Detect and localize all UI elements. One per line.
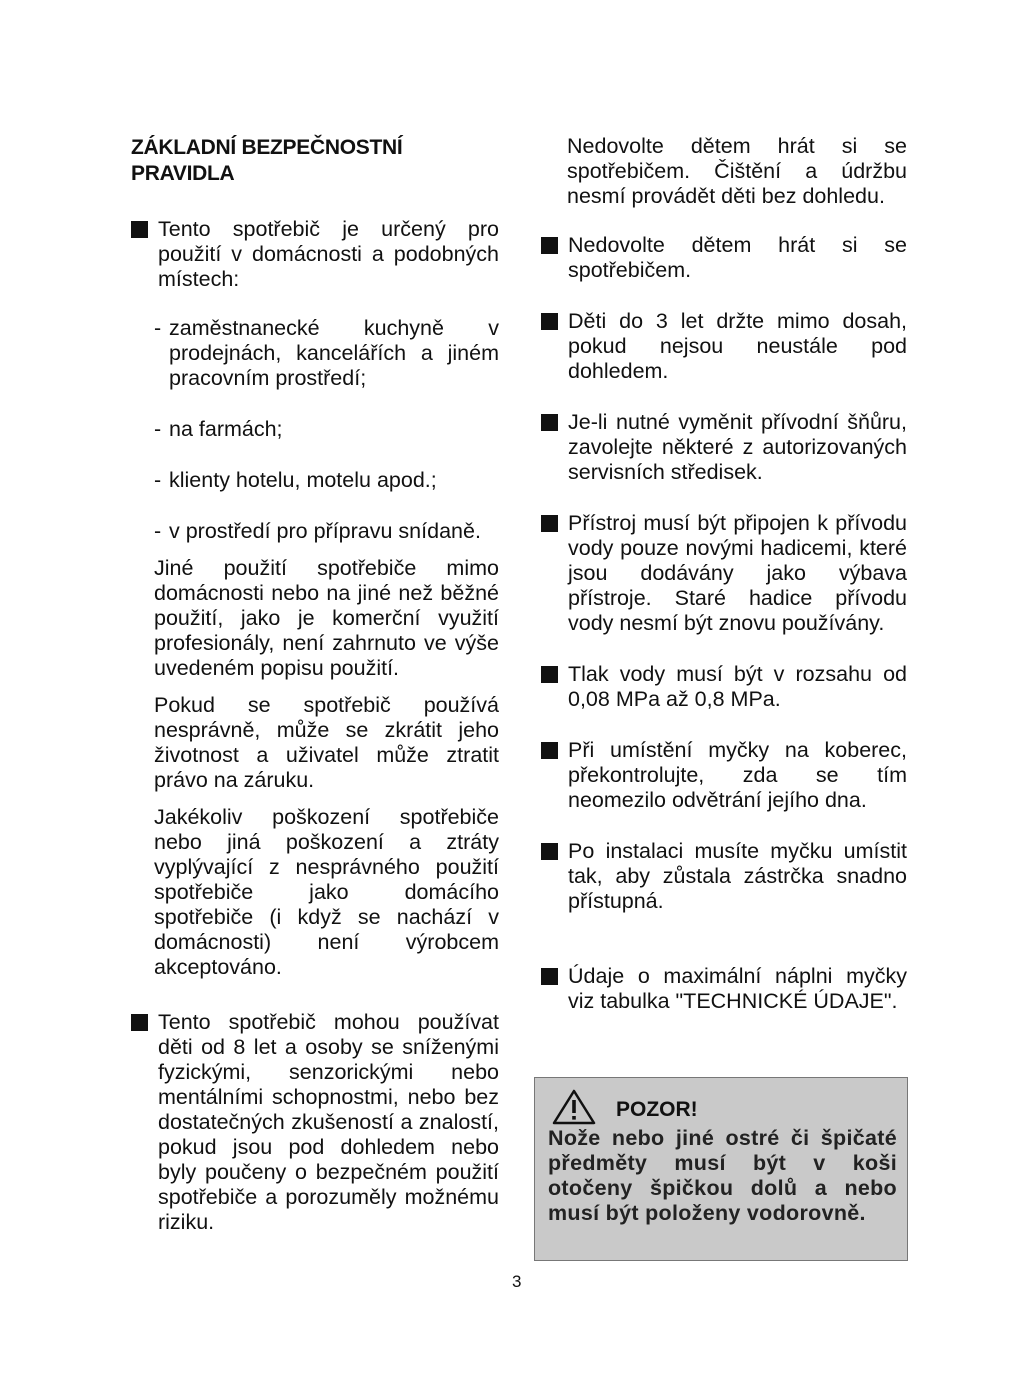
bullet-max-load [541,964,907,1014]
bullet-text: Děti do 3 let držte mimo dosah, pokud nejsou neustále pod dohledem. [568,309,907,383]
warning-header [548,1088,897,1126]
square-bullet-icon [541,742,558,759]
bullet-water-pressure [541,662,907,712]
paragraph-damage: Jakékoliv poškození spotřebiče nebo jiná poškození a ztráty vyplývající z nesprávného použití spotřebiče jako domácího spotřebiče (i když se nachází v domácnosti) není výrobcem akceptováno. [154,805,499,979]
dash-marker: - [154,417,162,441]
bullet-text: Při umístění myčky na koberec, překontrolujte, zda se tím neomezilo odvětrání jejího dna. [568,738,907,812]
bullet-intended-use [131,217,499,292]
section-heading: ZÁKLADNÍ BEZPEČNOSTNÍ PRAVIDLA [131,136,403,185]
warning-triangle-icon [552,1089,596,1125]
square-bullet-icon [541,843,558,860]
bullet-water-hoses [541,511,907,636]
square-bullet-icon [541,968,558,985]
paragraph-other-use: Jiné použití spotřebiče mimo domácnosti nebo na jiné než běžné použití, jako je komerční využití profesionály, není zahrnuto ve výše uvedeném popisu použití. [154,556,499,680]
warning-title: POZOR! [616,1098,698,1121]
bullet-carpet [541,738,907,813]
square-bullet-icon [541,666,558,683]
square-bullet-icon [131,221,148,238]
sub-item [131,316,499,391]
bullet-text: Údaje o maximální náplni myčky viz tabulka "TECHNICKÉ ÚDAJE". [568,964,907,1013]
sub-item [131,417,499,442]
sub-item [131,519,499,544]
paragraph-misuse: Pokud se spotřebič používá nesprávně, může se zkrátit jeho životnost a uživatel může ztratit právo na záruku. [154,693,499,792]
sub-item [131,468,499,493]
square-bullet-icon [541,313,558,330]
bullet-text: Nedovolte dětem hrát si se spotřebičem. [568,233,907,282]
bullet-children-use [131,1010,499,1235]
right-column [541,134,907,1014]
square-bullet-icon [541,414,558,431]
square-bullet-icon [541,515,558,532]
bullet-no-play [541,233,907,283]
bullet-text: Je-li nutné vyměnit přívodní šňůru, zavolejte některé z autorizovaných servisních středisek. [568,410,907,484]
warning-text: Nože nebo jiné ostré či špičaté předměty musí být v koši otočeny špičkou dolů a nebo musí být položeny vodorovně. [548,1126,897,1225]
sub-item-text: na farmách; [169,417,283,441]
bullet-plug-access [541,839,907,914]
bullet-text: Po instalaci musíte myčku umístit tak, aby zůstala zástrčka snadno přístupná. [568,839,907,913]
square-bullet-icon [541,237,558,254]
dash-marker: - [154,316,162,340]
bullet-text: Přístroj musí být připojen k přívodu vody pouze novými hadicemi, které jsou dodávány jako výbava přístroje. Staré hadice přívodu vody nesmí být znovu používány. [568,511,907,635]
continued-text: Nedovolte dětem hrát si se spotřebičem. Čištění a údržbu nesmí provádět děti bez dohledu. [567,134,907,208]
page-number: 3 [512,1272,522,1291]
bullet-small-children [541,309,907,384]
left-column [131,135,499,1235]
bullet-text: Tento spotřebič mohou používat děti od 8 let a osoby se sníženými fyzickými, senzorickými nebo mentálními schopnostmi, nebo bez dostatečných zkušeností a znalostí, pokud jsou pod dohledem nebo byly poučeny o bezpečném použití spotřebiče a porozuměly možnému riziku. [158,1010,499,1234]
square-bullet-icon [131,1014,148,1031]
bullet-text: Tento spotřebič je určený pro použití v domácnosti a podobných místech: [158,217,499,291]
dash-marker: - [154,519,162,543]
sub-item-text: klienty hotelu, motelu apod.; [169,468,437,492]
sub-item-text: zaměstnanecké kuchyně v prodejnách, kancelářích a jiném pracovním prostředí; [169,316,499,390]
dash-marker: - [154,468,162,492]
bullet-power-cord [541,410,907,485]
warning-box [534,1077,908,1261]
sub-item-text: v prostředí pro přípravu snídaně. [169,519,481,543]
bullet-text: Tlak vody musí být v rozsahu od 0,08 MPa až 0,8 MPa. [568,662,907,711]
